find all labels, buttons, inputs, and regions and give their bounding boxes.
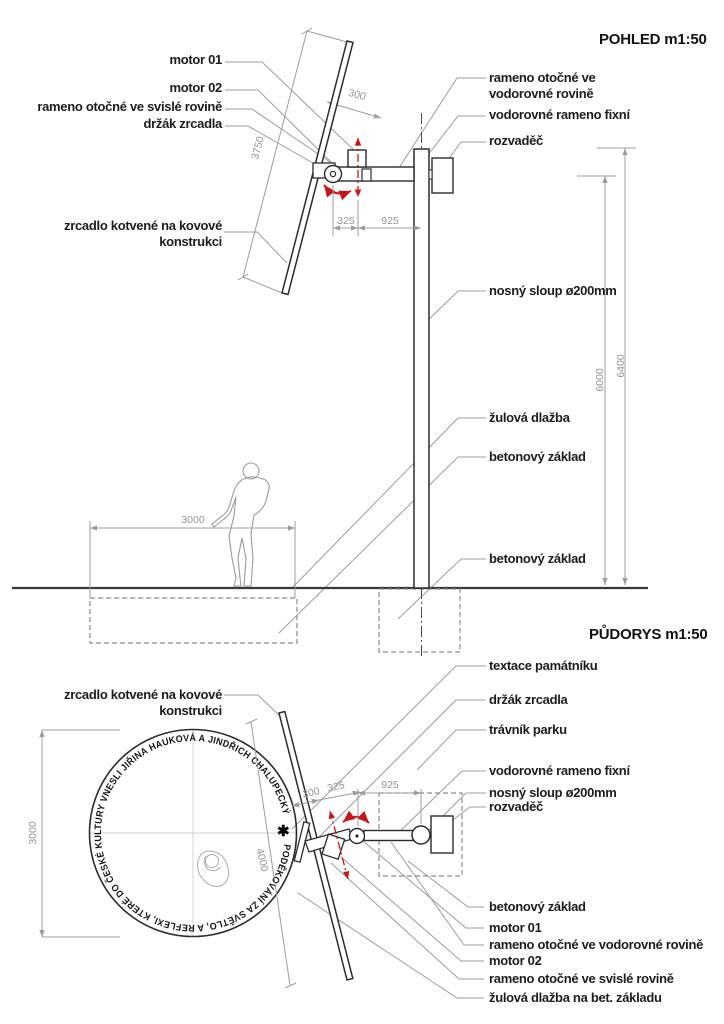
label-column-elev: nosný sloup ø200mm <box>489 283 617 298</box>
dim-3000-plan <box>42 730 120 937</box>
cabinet-elev <box>432 158 453 193</box>
pivot-joint-elev <box>325 166 342 183</box>
label-arm-vertical-elev: rameno otočné ve svislé rovině <box>37 99 222 114</box>
label-arm-fixed-plan: vodorovné rameno fixní <box>489 763 630 778</box>
dim-text-3000-plan: 3000 <box>27 821 39 845</box>
plan-title: PŮDORYS m1:50 <box>589 626 708 643</box>
cabinet-link-elev <box>429 170 432 179</box>
label-motor02-elev: motor 02 <box>169 80 222 95</box>
dim-text-300-elev: 300 <box>346 86 368 104</box>
label-arm-horizontal-elev: rameno otočné ve vodorovné rovině <box>489 70 596 101</box>
dim-text-3750: 3750 <box>249 135 267 161</box>
label-cabinet-plan: rozvaděč <box>489 799 543 814</box>
column-plan <box>412 826 430 844</box>
person-elevation <box>212 463 269 586</box>
label-cabinet-elev: rozvaděč <box>489 133 543 148</box>
label-mirror-holder-elev: držák zrcadla <box>143 116 222 131</box>
label-motor01-plan: motor 01 <box>489 920 542 935</box>
label-arm-fixed-elev: vodorovné rameno fixní <box>489 107 630 122</box>
ring-marker-asterisk: ✱ <box>277 823 290 840</box>
dim-text-300-plan: 300 <box>301 785 321 801</box>
label-mirror-anchored-plan: zrcadlo kotvené na kovové konstrukci <box>64 687 222 718</box>
label-paving-elev: žulová dlažba <box>489 410 570 425</box>
person-plan <box>198 851 229 886</box>
arm-fixed-plan <box>364 831 414 841</box>
label-paving-plan: žulová dlažba na bet. základu <box>489 990 662 1005</box>
label-mirror-anchored-elev: zrcadlo kotvené na kovové konstrukci <box>64 218 222 249</box>
dim-text-6400: 6400 <box>615 354 627 378</box>
cabinet-plan <box>431 816 453 853</box>
elevation-title: POHLED m1:50 <box>599 31 707 48</box>
motor01-axis-plan <box>355 834 358 837</box>
dim-text-325-elev: 325 <box>337 215 355 227</box>
label-foundation-column-elev: betonový základ <box>489 551 586 566</box>
label-motor01-elev: motor 01 <box>169 52 222 67</box>
dim-text-925-plan: 925 <box>381 779 399 791</box>
label-arm-vertical-plan: rameno otočné ve svislé rovině <box>489 971 674 986</box>
label-park-lawn-plan: trávník parku <box>489 722 567 737</box>
dim-text-925-elev: 925 <box>381 215 399 227</box>
column-elev <box>414 149 429 588</box>
label-foundation-mirror-elev: betonový základ <box>489 449 586 464</box>
label-column-plan: nosný sloup ø200mm <box>489 785 617 800</box>
dim-3000-elev <box>90 521 295 598</box>
dim-text-325-plan: 325 <box>326 779 346 795</box>
label-memorial-text-plan: textace památníku <box>489 658 598 673</box>
rotation-arrow-elev <box>324 185 351 193</box>
label-motor02-plan: motor 02 <box>489 953 542 968</box>
dim-text-3000-elev: 3000 <box>181 514 205 526</box>
memorial-ring-text: PODĚKOVÁNÍ ZA SVĚTLO, A REFLEXI, KTERÉ DO ČESKÉ KULTURY VNESLI JIŘINA HAUKOVÁ A JINDŘICH CHALUPECKÝ <box>92 732 293 934</box>
label-arm-horizontal-plan: rameno otočné ve vodorovné rovině <box>489 937 704 952</box>
label-mirror-holder-plan: držák zrcadla <box>489 692 568 707</box>
dim-text-4000-plan: 4000 <box>253 847 271 873</box>
motor-coupling-elev <box>362 169 371 181</box>
foundation-mirror-elev <box>90 598 297 643</box>
label-foundation-plan: betonový základ <box>489 899 586 914</box>
dim-6000-6400 <box>577 148 636 585</box>
motor01-elev <box>348 150 366 167</box>
rotation-arrow-plan <box>343 817 369 823</box>
dim-text-6000: 6000 <box>594 368 606 392</box>
arm-fixed-elev <box>335 167 414 181</box>
